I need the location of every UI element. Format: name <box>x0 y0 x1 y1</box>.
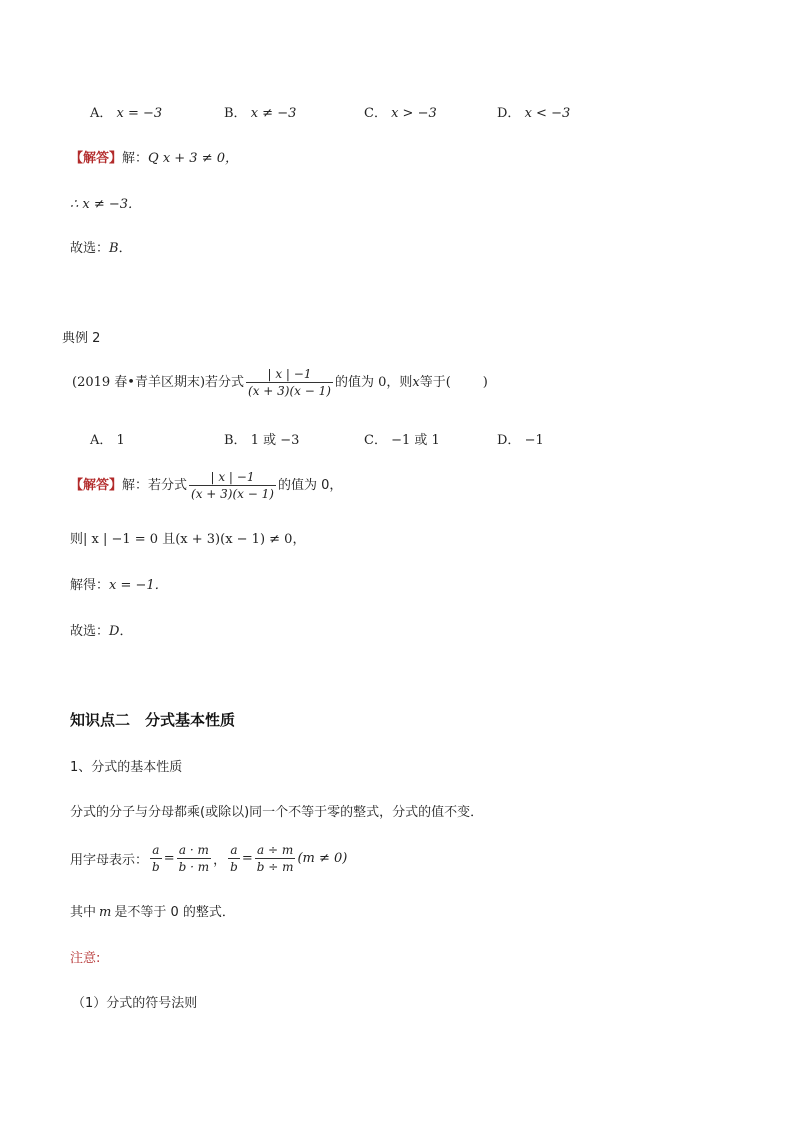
q1-option-b <box>224 102 296 121</box>
ex2-option-c <box>364 429 440 448</box>
option-expr: −1 或 1 <box>391 433 440 448</box>
option-letter: D． <box>497 106 521 121</box>
option-letter: A． <box>90 106 113 121</box>
answer-fraction <box>189 469 276 502</box>
option-expr: x < −3 <box>524 106 571 121</box>
section-title: 知识点二 分式基本性质 <box>70 711 236 729</box>
fraction-denominator: b ÷ m <box>256 860 294 874</box>
stem-close: ) <box>482 375 488 390</box>
fraction-denominator: b <box>152 860 160 874</box>
option-letter: C． <box>364 433 387 448</box>
fraction-denominator: (x + 3)(x − 1) <box>248 384 331 398</box>
ex2-answer-line1 <box>70 469 342 502</box>
fraction-numerator: a <box>228 842 240 859</box>
fraction-denominator: b · m <box>178 860 210 874</box>
q1-option-a <box>90 102 162 121</box>
answer-expr: Q x + 3 ≠ 0， <box>148 151 239 166</box>
where-prefix: 其中 <box>70 905 97 920</box>
answer-prefix: 解： <box>122 151 149 166</box>
ex2-option-b <box>224 429 299 448</box>
stem-fraction <box>246 366 333 399</box>
option-expr: 1 或 −3 <box>250 433 300 448</box>
fraction-a-over-b <box>150 842 162 875</box>
example-label: 典例 2 <box>62 331 101 346</box>
q1-answer-line2: ∴ x ≠ −3． <box>70 197 142 212</box>
stem-end: 等于( <box>419 375 451 390</box>
property-statement: 分式的分子与分母都乘(或除以)同一个不等于零的整式，分式的值不变． <box>70 805 484 820</box>
fraction-numerator: | x | −1 <box>246 366 333 383</box>
q1-option-d <box>497 102 570 121</box>
option-expr: −1 <box>524 433 544 448</box>
answer-intro-tail: 的值为 0， <box>277 478 343 493</box>
fraction-numerator: a <box>150 842 162 859</box>
ex2-answer-line3 <box>70 574 168 593</box>
fraction-denominator: (x + 3)(x − 1) <box>191 487 274 501</box>
where-line <box>70 901 235 920</box>
option-expr: 1 <box>116 433 125 448</box>
fraction-denominator: b <box>230 860 238 874</box>
formula-line: 用字母表示： $\frac{a}{b}$ = $\frac{a \cdot m}{b \cdot m}$ ， $\frac{a}{b}$ = $\frac{a \div m}{b \div m}$ (m ≠ 0) <box>70 843 348 874</box>
option-expr: x > −3 <box>391 106 437 121</box>
subsection-title: 1、分式的基本性质 <box>70 760 183 775</box>
q1-answer-line1 <box>70 147 238 166</box>
fraction-numerator: a · m <box>177 842 212 859</box>
ex2-answer-line2: 则| x | −1 = 0 且(x + 3)(x − 1) ≠ 0， <box>70 532 306 547</box>
ex2-option-d <box>497 429 544 448</box>
option-letter: A． <box>90 433 113 448</box>
choice-prefix: 故选： <box>70 624 110 639</box>
where-tail: 是不等于 0 的整式． <box>114 905 235 920</box>
fraction-a-div-m-over-b-div-m <box>255 842 296 875</box>
choice-suffix: ． <box>118 241 132 256</box>
stem-variable: x <box>412 375 420 390</box>
fraction-am-over-bm <box>177 842 212 875</box>
formula-prefix: 用字母表示： <box>70 853 149 868</box>
option-letter: B． <box>224 433 247 448</box>
fraction-a-over-b-2 <box>228 842 240 875</box>
choice-letter: D <box>109 624 120 639</box>
option-letter: B． <box>224 106 247 121</box>
note-heading: 注意: <box>70 951 101 966</box>
q1-choice-line <box>70 237 132 256</box>
option-expr: x = −3 <box>116 106 163 121</box>
q1-option-c <box>364 102 437 121</box>
stem-source: (2019 春•青羊区期末)若分式 <box>72 375 245 390</box>
solve-prefix: 解得： <box>70 578 110 593</box>
fraction-numerator: | x | −1 <box>189 469 276 486</box>
formula-condition: (m ≠ 0) <box>297 851 348 866</box>
answer-intro: 解：若分式 <box>122 478 188 493</box>
option-expr: x ≠ −3 <box>250 106 297 121</box>
answer-tag: 【解答】 <box>70 151 123 166</box>
choice-suffix: ． <box>119 624 133 639</box>
answer-tag: 【解答】 <box>70 478 123 493</box>
ex2-choice-line <box>70 620 132 639</box>
where-variable: m <box>99 905 112 920</box>
option-letter: D． <box>497 433 521 448</box>
stem-tail: 的值为 0，则 <box>334 375 413 390</box>
choice-letter: B <box>109 241 119 256</box>
ex2-option-a <box>90 429 125 448</box>
fraction-numerator: a ÷ m <box>255 842 296 859</box>
example2-stem <box>72 366 488 399</box>
note-item-1: （1）分式的符号法则 <box>72 996 198 1011</box>
option-letter: C． <box>364 106 387 121</box>
solve-expr: x = −1． <box>109 578 168 593</box>
choice-prefix: 故选： <box>70 241 110 256</box>
